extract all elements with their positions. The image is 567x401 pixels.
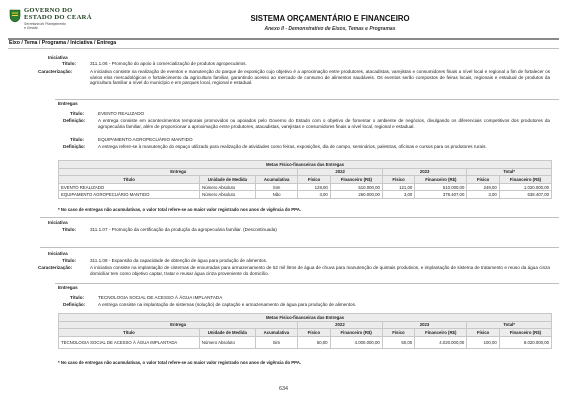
section-divider bbox=[40, 247, 559, 248]
logo-line2: ESTADO DO CEARÁ bbox=[24, 14, 92, 21]
col-fisico: Físico bbox=[382, 329, 414, 337]
footnote: * No caso de entregas não acumulativas, o valor total refere-se ao maior valor registrado nos anos de vigência do PPA. bbox=[58, 207, 302, 212]
col-2022: 2022 bbox=[298, 168, 382, 176]
col-titulo: Título bbox=[59, 176, 200, 184]
col-2023: 2023 bbox=[382, 168, 466, 176]
col-financeiro: Financeiro (R$) bbox=[330, 329, 382, 337]
col-acumulativa: Acumulativa bbox=[255, 176, 298, 184]
cell-fisico-2022: 50,00 bbox=[298, 336, 330, 348]
col-titulo: Título bbox=[59, 329, 200, 337]
col-fisico: Físico bbox=[298, 176, 330, 184]
cell-financeiro-2022: 510.000,00 bbox=[330, 183, 382, 191]
titulo-label: Título: bbox=[62, 227, 77, 232]
iniciativa-title: 311.1.08 - Expansão da capacidade de obtenção de água para produção de alimentos. bbox=[90, 258, 268, 263]
cell-acumulativa: Sim bbox=[255, 183, 298, 191]
cell-fisico-total: 100,00 bbox=[467, 336, 499, 348]
cell-titulo: EQUIPAMENTO AGROPECUÁRIO MANTIDO bbox=[59, 191, 200, 199]
cell-unidade: Número Absoluto bbox=[200, 191, 256, 199]
definicao-label: Definição: bbox=[63, 118, 86, 123]
cell-fisico-total: 3,00 bbox=[467, 191, 499, 199]
definicao-text: A entrega consiste na implantação de sistemas (solução) de captação e armazenamento de água para produção de alimentos. bbox=[98, 302, 357, 307]
col-total: Total* bbox=[467, 168, 552, 176]
col-unidade: Unidade de Medida bbox=[199, 329, 255, 337]
col-2022: 2022 bbox=[298, 321, 383, 329]
caracterizacao-text: A iniciativa consiste na realização de eventos e manutenção do parque de exposição cujo objetivo é a aproximação entre produtores, atacadistas, varejistas e consumidores finais a nível local e regional a fim de fortalecer os vários elos mercadológicos e fortalecimento da agricultura familiar, garantindo acesso ao mercado de consumo de alimentos saudáveis. Os eventos serão compostos de feiras locais, regionais e estadual de produtos da agricultura familiar a nível do município e em parques local, regional e estadual. bbox=[90, 69, 550, 86]
titulo-label: Título: bbox=[70, 295, 85, 300]
section-divider bbox=[40, 217, 559, 218]
cell-financeiro-2023: 378.407,00 bbox=[415, 191, 467, 199]
col-financeiro: Financeiro (R$) bbox=[415, 176, 467, 184]
footnote: * No caso de entregas não acumulativas, o valor total refere-se ao maior valor registrado nos anos de vigência do PPA. bbox=[58, 360, 302, 365]
section-divider bbox=[55, 99, 559, 100]
page-number: 634 bbox=[279, 386, 288, 392]
breadcrumb: Eixo / Tema / Programa / Iniciativa / Entrega bbox=[9, 40, 117, 46]
cell-unidade: Número Absoluto bbox=[200, 183, 256, 191]
cell-titulo: TECNOLOGIA SOCIAL DE ACESSO À ÁGUA IMPLANTADA bbox=[59, 336, 200, 348]
titulo-label: Título: bbox=[62, 258, 77, 263]
metas-title: Metas Físico-financeiras das Entregas bbox=[59, 314, 552, 322]
iniciativa-heading: Iniciativa bbox=[48, 251, 68, 256]
metas-table bbox=[58, 160, 552, 199]
definicao-text: A entrega consiste em acontecimentos temporais promovidos ou apoiados pelo Governo do Estado com o objetivo de fomentar o ambiente de negócios, divulgando os diferenciais competitivos dos produtores da agropecuária familiar, além de proporcionar a aproximação entre produtores, atacadistas, varejistas e consumidores finais a nível local, regional e estadual. bbox=[98, 118, 550, 129]
cell-fisico-2022: 128,00 bbox=[298, 183, 330, 191]
logo-line1: GOVERNO DO bbox=[24, 7, 73, 14]
cell-acumulativa: Sim bbox=[255, 336, 298, 348]
iniciativa-title: 311.1.06 - Promoção do apoio à comercialização de produtos agropecuários. bbox=[90, 61, 247, 66]
titulo-label: Título: bbox=[70, 111, 85, 116]
breadcrumb-divider bbox=[8, 48, 559, 49]
cell-financeiro-2022: 4.000.000,00 bbox=[330, 336, 382, 348]
definicao-label: Definição: bbox=[63, 302, 86, 307]
metas-title: Metas Físico-financeiras das Entregas bbox=[59, 161, 552, 169]
col-financeiro: Financeiro (R$) bbox=[499, 329, 551, 337]
col-financeiro: Financeiro (R$) bbox=[415, 329, 467, 337]
cell-fisico-2023: 50,00 bbox=[382, 336, 414, 348]
cell-financeiro-total: 1.020.000,00 bbox=[499, 183, 551, 191]
caracterizacao-label: Caracterização: bbox=[38, 69, 73, 74]
entrega-title: EVENTO REALIZADO bbox=[98, 111, 145, 116]
entregas-heading: Entregas bbox=[58, 285, 78, 290]
definicao-label: Definição: bbox=[63, 144, 86, 149]
cell-fisico-2023: 121,00 bbox=[382, 183, 414, 191]
page-title: SISTEMA ORÇAMENTÁRIO E FINANCEIRO bbox=[250, 14, 410, 23]
page-subtitle: Anexo II - Demonstrativo de Eixos, Temas e Programas bbox=[264, 26, 396, 32]
cell-fisico-2023: 3,00 bbox=[382, 191, 414, 199]
cell-fisico-total: 249,00 bbox=[467, 183, 499, 191]
entrega-title: EQUIPAMENTO AGROPECUÁRIO MANTIDO bbox=[98, 137, 193, 142]
cell-acumulativa: Não bbox=[255, 191, 298, 199]
logo bbox=[9, 7, 92, 35]
definicao-text: A entrega refere-se à manutenção do espaço utilizado para realização de atividades como feiras, exposições, dia de campo, seminários, palestras, oficinas e cursos para os produtores rurais. bbox=[98, 144, 487, 149]
cell-financeiro-total: 638.407,00 bbox=[499, 191, 551, 199]
cell-financeiro-2023: 510.000,00 bbox=[415, 183, 467, 191]
col-fisico: Físico bbox=[382, 176, 414, 184]
cell-fisico-2022: 3,00 bbox=[298, 191, 330, 199]
section-divider bbox=[55, 283, 559, 284]
table-row bbox=[59, 336, 552, 348]
metas-table bbox=[58, 313, 552, 349]
col-financeiro: Financeiro (R$) bbox=[499, 176, 551, 184]
caracterizacao-text: A iniciativa consiste na implantação de cisternas de enxurradas para armazenamento de 52 mil litros de água de chuva para manutenção de quintais produtivos, e implantação de sistema de tratamento e reuso da água cinza domiciliar tem como objetivo captar, tratar e reusar água cinza proveniente do domicílio. bbox=[90, 265, 550, 276]
cell-financeiro-total: 8.020.000,00 bbox=[499, 336, 551, 348]
col-acumulativa: Acumulativa bbox=[255, 329, 298, 337]
titulo-label: Título: bbox=[70, 137, 85, 142]
iniciativa-title: 311.1.07 - Promoção da certificação da produção da agropecuária familiar. (Descontinuada) bbox=[90, 227, 277, 232]
entrega-title: TECNOLOGIA SOCIAL DE ACESSO À ÁGUA IMPLANTADA bbox=[98, 295, 223, 300]
cell-unidade: Número Absoluto bbox=[199, 336, 255, 348]
entregas-heading: Entregas bbox=[58, 101, 78, 106]
logo-sub2: e Gestão bbox=[24, 26, 38, 30]
cell-titulo: EVENTO REALIZADO bbox=[59, 183, 200, 191]
state-crest-icon bbox=[9, 9, 21, 23]
table-row bbox=[59, 191, 552, 199]
col-fisico: Físico bbox=[467, 176, 499, 184]
col-fisico: Físico bbox=[298, 329, 330, 337]
col-fisico: Físico bbox=[467, 329, 499, 337]
col-entrega: Entrega bbox=[59, 321, 298, 329]
cell-financeiro-2022: 260.000,00 bbox=[330, 191, 382, 199]
col-total: Total* bbox=[467, 321, 552, 329]
col-unidade: Unidade de Medida bbox=[200, 176, 256, 184]
iniciativa-heading: Iniciativa bbox=[48, 55, 68, 60]
titulo-label: Título: bbox=[62, 61, 77, 66]
cell-financeiro-2023: 4.020.000,00 bbox=[415, 336, 467, 348]
table-row bbox=[59, 183, 552, 191]
col-financeiro: Financeiro (R$) bbox=[330, 176, 382, 184]
col-entrega: Entrega bbox=[59, 168, 298, 176]
col-2023: 2023 bbox=[382, 321, 467, 329]
caracterizacao-label: Caracterização: bbox=[38, 265, 73, 270]
iniciativa-heading: Iniciativa bbox=[48, 220, 68, 225]
logo-sub1: Secretaria do Planejamento bbox=[24, 22, 66, 26]
